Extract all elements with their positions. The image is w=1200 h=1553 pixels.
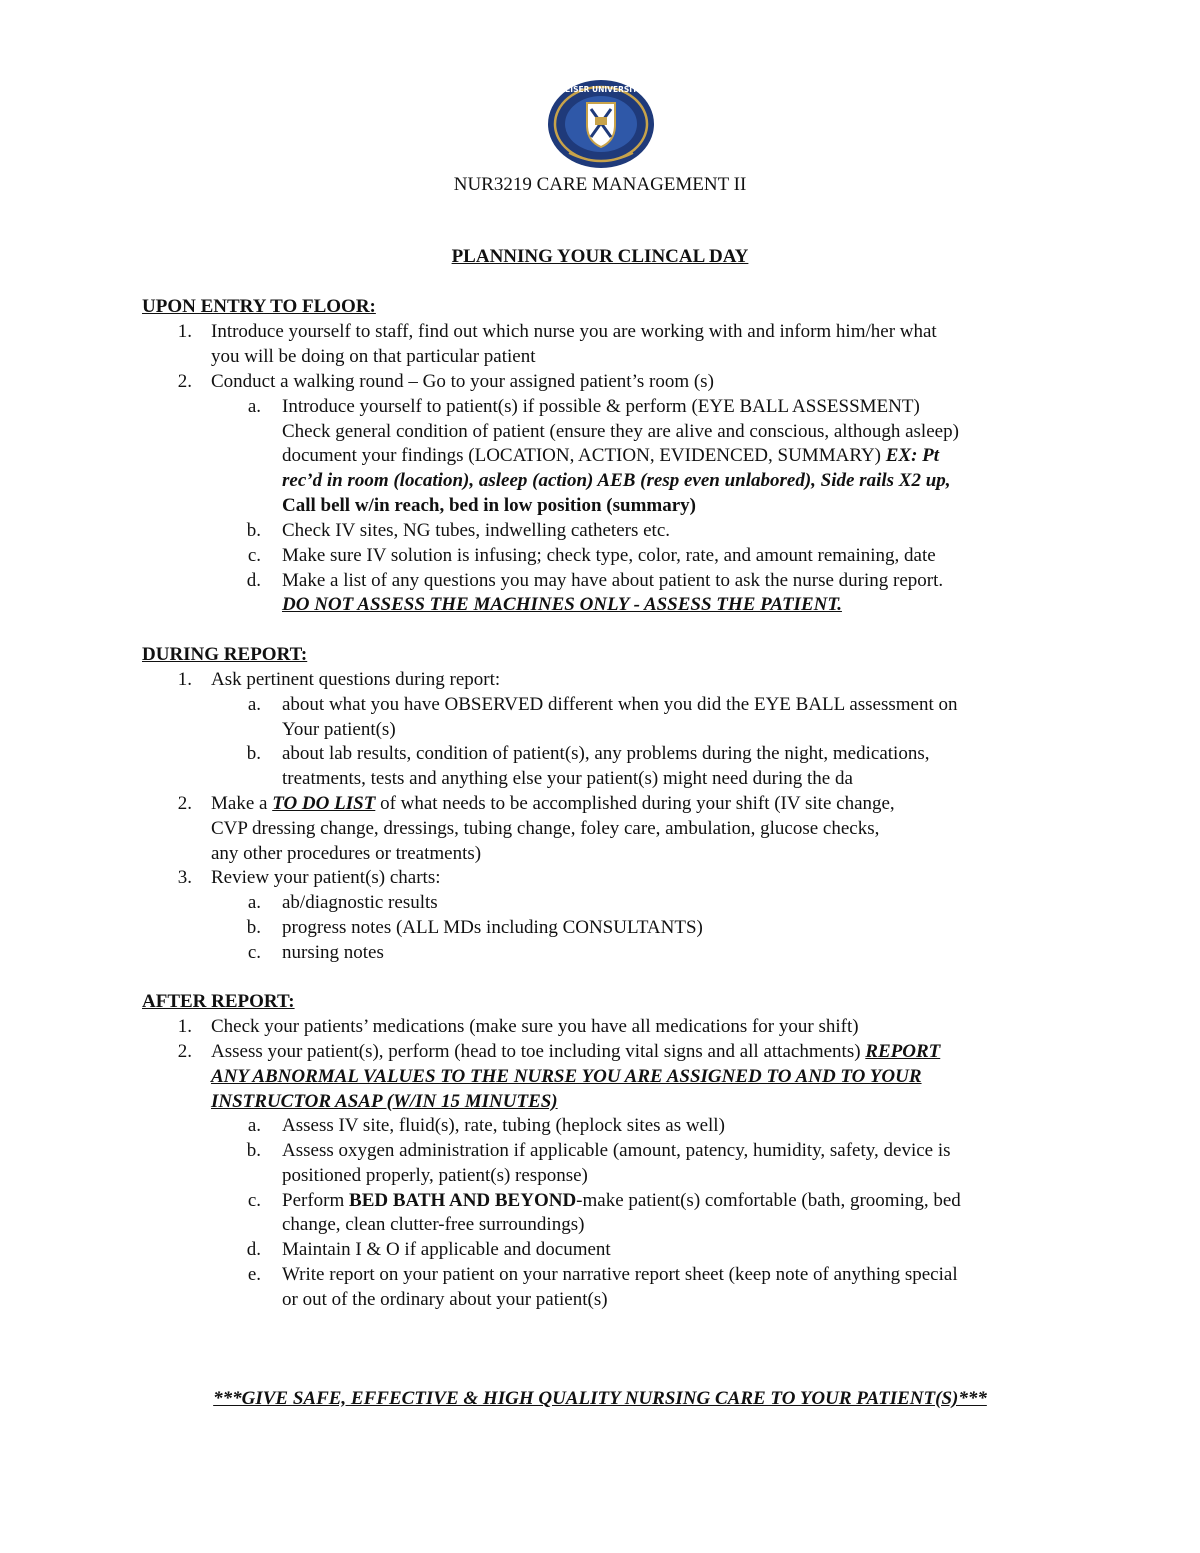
sublist-item-text: Check general condition of patient (ensure they are alive and conscious, although asleep)	[282, 421, 959, 442]
list-item-text: Introduce yourself to staff, find out which nurse you are working with and inform him/her what	[211, 321, 937, 342]
sublist-letter: a.	[247, 1115, 261, 1136]
list-item-text: Ask pertinent questions during report:	[211, 669, 501, 690]
list-item-text: any other procedures or treatments)	[211, 843, 482, 864]
sublist-item-text: Your patient(s)	[282, 719, 396, 740]
list-number: 2.	[177, 371, 192, 392]
sublist-item-text: or out of the ordinary about your patient(s)	[282, 1289, 608, 1310]
list-number: 1.	[177, 321, 192, 342]
list-number: 3.	[177, 867, 192, 888]
sublist-item-text: nursing notes	[282, 942, 384, 963]
sublist-letter: c.	[247, 545, 261, 566]
sublist-item-text: treatments, tests and anything else your patient(s) might need during the da	[282, 768, 853, 789]
seal-text: KEISER UNIVERSITY	[559, 85, 643, 94]
sublist-item-text: progress notes (ALL MDs including CONSULTANTS)	[282, 917, 703, 938]
sublist-letter: b.	[246, 1140, 261, 1161]
sublist-letter: d.	[246, 1239, 261, 1260]
sublist-letter: a.	[247, 892, 261, 913]
sublist-letter: c.	[247, 1190, 261, 1211]
sublist-item-text: about lab results, condition of patient(s), any problems during the night, medications,	[282, 743, 930, 764]
sublist-item-text: Maintain I & O if applicable and document	[282, 1239, 611, 1260]
sublist-item-text	[282, 444, 939, 469]
sublist-letter: d.	[246, 570, 261, 591]
sublist-text-plain: document your findings (LOCATION, ACTION, EVIDENCED, SUMMARY)	[282, 445, 886, 466]
sublist-letter: e.	[247, 1264, 261, 1285]
sublist-letter: b.	[246, 917, 261, 938]
list-number: 1.	[177, 669, 192, 690]
sublist-item-text: Make a list of any questions you may have about patient to ask the nurse during report.	[282, 570, 944, 591]
section-heading-during-report: DURING REPORT:	[142, 644, 308, 665]
list-item-text: Check your patients’ medications (make sure you have all medications for your shift)	[211, 1016, 859, 1037]
university-seal-icon	[547, 79, 655, 169]
page-title: PLANNING YOUR CLINCAL DAY	[451, 246, 749, 267]
section-heading-upon-entry: UPON ENTRY TO FLOOR:	[142, 296, 376, 317]
todo-list-emphasis: TO DO LIST	[272, 793, 376, 814]
report-emphasis: REPORT	[865, 1041, 941, 1062]
sublist-item-text: Assess IV site, fluid(s), rate, tubing (heplock sites as well)	[282, 1115, 725, 1136]
list-number: 1.	[177, 1016, 192, 1037]
report-emphasis: ANY ABNORMAL VALUES TO THE NURSE YOU ARE ASSIGNED TO AND TO YOUR	[211, 1066, 922, 1087]
sublist-item-text: Assess oxygen administration if applicable (amount, patency, humidity, safety, device is	[282, 1140, 951, 1161]
sublist-item-text: Check IV sites, NG tubes, indwelling catheters etc.	[282, 520, 670, 541]
list-item-text: CVP dressing change, dressings, tubing change, foley care, ambulation, glucose checks,	[211, 818, 880, 839]
section-heading-after-report: AFTER REPORT:	[142, 991, 295, 1012]
example-text: rec’d in room (location), asleep (action) AEB (resp even unlabored), Side rails X2 up,	[282, 470, 951, 491]
example-label: EX: Pt	[885, 445, 940, 466]
sublist-letter: a.	[247, 694, 261, 715]
sublist-item-text: Write report on your patient on your narrative report sheet (keep note of anything special	[282, 1264, 958, 1285]
sublist-letter: a.	[247, 396, 261, 417]
sublist-item-text: ab/diagnostic results	[282, 892, 438, 913]
sublist-letter: b.	[246, 743, 261, 764]
sublist-item-text: Introduce yourself to patient(s) if possible & perform (EYE BALL ASSESSMENT)	[282, 396, 920, 417]
closing-motto: ***GIVE SAFE, EFFECTIVE & HIGH QUALITY NURSING CARE TO YOUR PATIENT(S)***	[213, 1388, 987, 1409]
warning-text: DO NOT ASSESS THE MACHINES ONLY - ASSESS THE PATIENT.	[282, 594, 842, 615]
sublist-item-text: positioned properly, patient(s) response)	[282, 1165, 588, 1186]
list-text-plain: Assess your patient(s), perform (head to toe including vital signs and all attachments)	[211, 1041, 866, 1062]
list-item-text	[211, 1040, 940, 1065]
sublist-letter: b.	[246, 520, 261, 541]
sublist-text-plain: -make patient(s) comfortable (bath, grooming, bed	[576, 1190, 961, 1211]
example-text: Call bell w/in reach, bed in low position (summary)	[282, 495, 696, 516]
list-number: 2.	[177, 1041, 192, 1062]
sublist-letter: c.	[247, 942, 261, 963]
list-text-plain: of what needs to be accomplished during your shift (IV site change,	[375, 793, 895, 814]
list-item-text: Conduct a walking round – Go to your assigned patient’s room (s)	[211, 371, 714, 392]
sublist-item-text	[282, 1189, 961, 1214]
sublist-item-text: change, clean clutter-free surroundings)	[282, 1214, 585, 1235]
course-title: NUR3219 CARE MANAGEMENT II	[453, 174, 747, 195]
report-emphasis: INSTRUCTOR ASAP (W/IN 15 MINUTES)	[211, 1091, 558, 1112]
sublist-text-plain: Perform	[282, 1190, 350, 1211]
sublist-item-text: about what you have OBSERVED different when you did the EYE BALL assessment on	[282, 694, 958, 715]
bed-bath-emphasis: BED BATH AND BEYOND	[349, 1190, 577, 1211]
list-item-text: Review your patient(s) charts:	[211, 867, 441, 888]
list-item-text	[211, 792, 895, 817]
list-text-plain: Make a	[211, 793, 273, 814]
sublist-item-text: Make sure IV solution is infusing; check type, color, rate, and amount remaining, date	[282, 545, 936, 566]
list-item-text: you will be doing on that particular patient	[211, 346, 536, 367]
list-number: 2.	[177, 793, 192, 814]
